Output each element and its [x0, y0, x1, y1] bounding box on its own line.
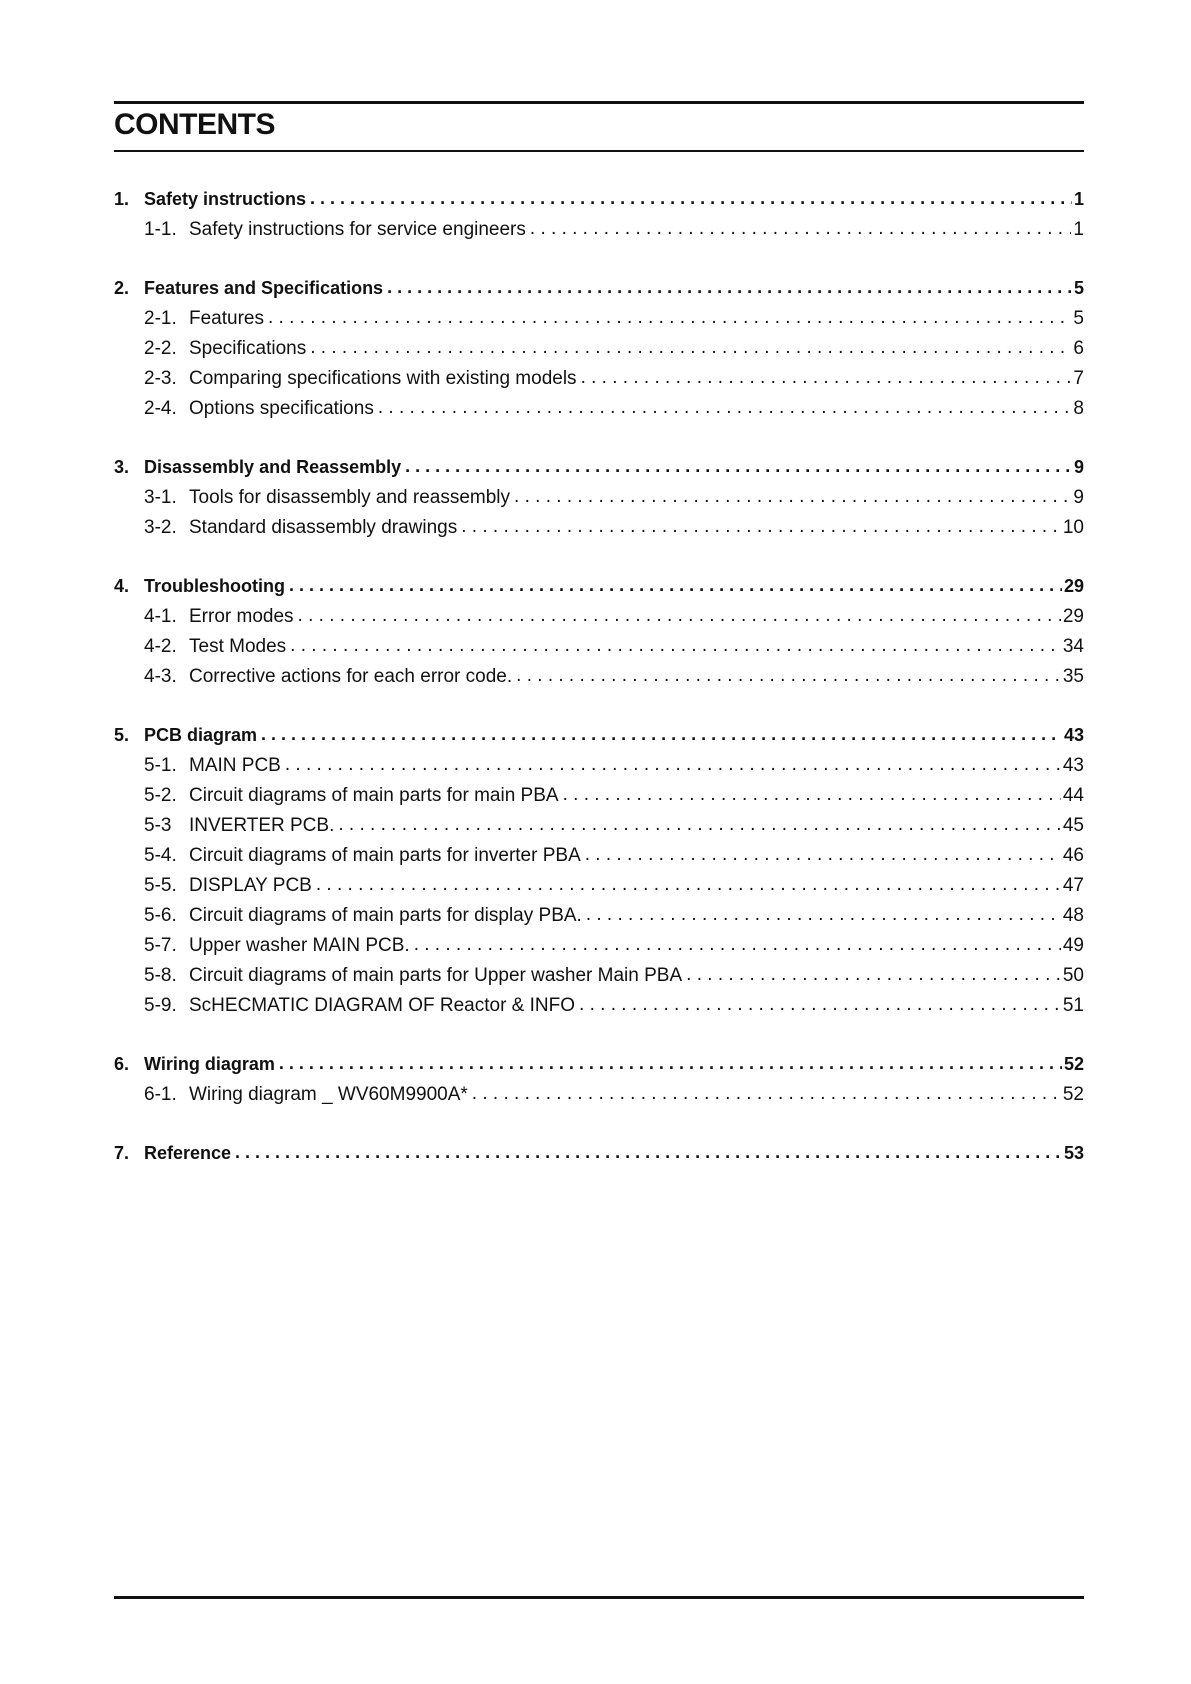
toc-page-number: 5	[1073, 278, 1084, 298]
toc-subsection-number: 5-8.	[144, 965, 177, 986]
toc-dot-leader	[586, 904, 1061, 926]
toc-chapter-number: 1.	[114, 189, 130, 209]
toc-page-number: 43	[1063, 725, 1084, 745]
toc-chapter-title: Safety instructions	[144, 189, 307, 209]
toc-dot-leader	[461, 516, 1061, 538]
toc-dot-leader	[530, 218, 1072, 240]
toc-section	[114, 278, 1084, 428]
table-of-contents	[114, 189, 1084, 1202]
toc-subsection-title: Specifications	[189, 338, 307, 359]
toc-subsection-title: Upper washer MAIN PCB.	[189, 935, 410, 956]
toc-chapter-number: 3.	[114, 457, 130, 477]
toc-chapter-title: Features and Specifications	[144, 278, 384, 298]
toc-page-number: 34	[1062, 636, 1084, 657]
toc-subsection-title: Wiring diagram _ WV60M9900A*	[189, 1084, 468, 1105]
toc-page-number: 53	[1063, 1143, 1084, 1163]
toc-entry-subsection[interactable]	[114, 338, 1084, 368]
toc-subsection-title: MAIN PCB	[189, 755, 281, 776]
toc-subsection-title: DISPLAY PCB	[189, 875, 312, 896]
toc-chapter-number: 7.	[114, 1143, 130, 1163]
toc-dot-leader	[316, 874, 1061, 896]
toc-page-number: 5	[1073, 308, 1084, 329]
toc-subsection-number: 5-2.	[144, 785, 177, 806]
toc-subsection-number: 2-1.	[144, 308, 177, 329]
toc-subsection-number: 5-6.	[144, 905, 177, 926]
toc-subsection-number: 5-4.	[144, 845, 177, 866]
toc-chapter-number: 4.	[114, 576, 130, 596]
toc-section	[114, 189, 1084, 249]
toc-subsection-title: Circuit diagrams of main parts for display PBA.	[189, 905, 582, 926]
toc-subsection-title: Features	[189, 308, 264, 329]
toc-page-number: 52	[1062, 1084, 1084, 1105]
toc-dot-leader	[414, 934, 1061, 956]
toc-subsection-number: 5-9.	[144, 995, 177, 1016]
toc-entry-subsection[interactable]	[114, 995, 1084, 1025]
toc-page-number: 9	[1073, 487, 1084, 508]
toc-dot-leader	[298, 605, 1061, 627]
toc-subsection-title: Options specifications	[189, 398, 374, 419]
toc-dot-leader	[235, 1142, 1062, 1163]
toc-page-number: 7	[1073, 368, 1084, 389]
toc-dot-leader	[290, 635, 1061, 657]
toc-page-number: 45	[1062, 815, 1084, 836]
toc-subsection-title: INVERTER PCB.	[189, 815, 335, 836]
toc-dot-leader	[310, 188, 1072, 209]
title-underline-rule	[114, 150, 1084, 152]
toc-entry-subsection[interactable]	[114, 487, 1084, 517]
toc-subsection-number: 6-1.	[144, 1084, 177, 1105]
toc-subsection-title: Safety instructions for service engineers	[189, 219, 526, 240]
toc-dot-leader	[310, 337, 1071, 359]
toc-subsection-title: Circuit diagrams of main parts for inverter PBA	[189, 845, 581, 866]
toc-entry-chapter[interactable]	[114, 278, 1084, 308]
toc-page-number: 9	[1073, 457, 1084, 477]
toc-page-number: 46	[1062, 845, 1084, 866]
toc-subsection-number: 2-3.	[144, 368, 177, 389]
toc-subsection-title: Error modes	[189, 606, 294, 627]
toc-entry-subsection[interactable]	[114, 815, 1084, 845]
toc-page-number: 44	[1062, 785, 1084, 806]
toc-entry-chapter[interactable]	[114, 1143, 1084, 1173]
toc-entry-subsection[interactable]	[114, 845, 1084, 875]
toc-dot-leader	[686, 964, 1061, 986]
toc-page-number: 10	[1062, 517, 1084, 538]
toc-subsection-number: 4-1.	[144, 606, 177, 627]
toc-subsection-number: 5-1.	[144, 755, 177, 776]
page-title: CONTENTS	[114, 108, 275, 141]
toc-entry-chapter[interactable]	[114, 457, 1084, 487]
toc-dot-leader	[268, 307, 1071, 329]
toc-entry-subsection[interactable]	[114, 308, 1084, 338]
toc-section	[114, 576, 1084, 696]
toc-chapter-title: Troubleshooting	[144, 576, 285, 596]
toc-entry-chapter[interactable]	[114, 725, 1084, 755]
toc-subsection-number: 5-7.	[144, 935, 177, 956]
toc-entry-chapter[interactable]	[114, 189, 1084, 219]
toc-page-number: 51	[1062, 995, 1084, 1016]
toc-page-number: 6	[1073, 338, 1084, 359]
toc-subsection-number: 3-1.	[144, 487, 177, 508]
toc-chapter-number: 5.	[114, 725, 130, 745]
toc-chapter-title: Disassembly and Reassembly	[144, 457, 402, 477]
toc-entry-subsection[interactable]	[114, 666, 1084, 696]
toc-page-number: 35	[1062, 666, 1084, 687]
toc-subsection-title: Tools for disassembly and reassembly	[189, 487, 511, 508]
toc-dot-leader	[338, 814, 1061, 836]
toc-dot-leader	[581, 367, 1072, 389]
toc-entry-subsection[interactable]	[114, 636, 1084, 666]
toc-entry-subsection[interactable]	[114, 1084, 1084, 1114]
toc-page-number: 1	[1073, 189, 1084, 209]
toc-entry-subsection[interactable]	[114, 935, 1084, 965]
toc-subsection-title: Test Modes	[189, 636, 287, 657]
toc-page-number: 8	[1073, 398, 1084, 419]
toc-chapter-title: PCB diagram	[144, 725, 258, 745]
toc-chapter-number: 2.	[114, 278, 130, 298]
toc-subsection-title: Standard disassembly drawings	[189, 517, 458, 538]
toc-dot-leader	[261, 724, 1062, 745]
toc-subsection-title: Circuit diagrams of main parts for main PBA	[189, 785, 559, 806]
toc-section	[114, 725, 1084, 1025]
toc-section	[114, 457, 1084, 547]
toc-subsection-title: Comparing specifications with existing models	[189, 368, 577, 389]
toc-subsection-number: 2-4.	[144, 398, 177, 419]
toc-page-number: 47	[1062, 875, 1084, 896]
toc-entry-chapter[interactable]	[114, 1054, 1084, 1084]
toc-subsection-number: 3-2.	[144, 517, 177, 538]
toc-entry-subsection[interactable]	[114, 398, 1084, 428]
toc-dot-leader	[285, 754, 1061, 776]
toc-page-number: 29	[1062, 606, 1084, 627]
toc-dot-leader	[405, 456, 1072, 477]
toc-page-number: 52	[1063, 1054, 1084, 1074]
toc-subsection-number: 5-3	[144, 815, 172, 836]
toc-dot-leader	[289, 575, 1062, 596]
toc-dot-leader	[472, 1083, 1061, 1105]
toc-entry-subsection[interactable]	[114, 755, 1084, 785]
toc-entry-subsection[interactable]	[114, 875, 1084, 905]
toc-dot-leader	[514, 486, 1071, 508]
toc-entry-subsection[interactable]	[114, 965, 1084, 995]
toc-subsection-title: Circuit diagrams of main parts for Upper washer Main PBA	[189, 965, 683, 986]
toc-entry-chapter[interactable]	[114, 576, 1084, 606]
toc-dot-leader	[585, 844, 1061, 866]
toc-section	[114, 1054, 1084, 1114]
toc-page-number: 43	[1062, 755, 1084, 776]
toc-dot-leader	[279, 1053, 1062, 1074]
toc-subsection-number: 5-5.	[144, 875, 177, 896]
toc-entry-subsection[interactable]	[114, 905, 1084, 935]
toc-entry-subsection[interactable]	[114, 219, 1084, 249]
toc-entry-subsection[interactable]	[114, 606, 1084, 636]
toc-entry-subsection[interactable]	[114, 517, 1084, 547]
toc-section	[114, 1143, 1084, 1173]
toc-page-number: 29	[1063, 576, 1084, 596]
toc-subsection-number: 1-1.	[144, 219, 177, 240]
toc-subsection-number: 2-2.	[144, 338, 177, 359]
toc-dot-leader	[579, 994, 1061, 1016]
toc-dot-leader	[387, 277, 1072, 298]
toc-subsection-title: Corrective actions for each error code.	[189, 666, 513, 687]
toc-chapter-number: 6.	[114, 1054, 130, 1074]
toc-page-number: 49	[1062, 935, 1084, 956]
toc-dot-leader	[378, 397, 1072, 419]
toc-page-number: 1	[1073, 219, 1084, 240]
toc-chapter-title: Reference	[144, 1143, 232, 1163]
toc-entry-subsection[interactable]	[114, 785, 1084, 815]
toc-subsection-number: 4-3.	[144, 666, 177, 687]
bottom-rule	[114, 1596, 1084, 1599]
toc-dot-leader	[563, 784, 1061, 806]
toc-page-number: 48	[1062, 905, 1084, 926]
toc-subsection-number: 4-2.	[144, 636, 177, 657]
toc-entry-subsection[interactable]	[114, 368, 1084, 398]
toc-chapter-title: Wiring diagram	[144, 1054, 275, 1074]
top-rule	[114, 101, 1084, 104]
toc-page-number: 50	[1062, 965, 1084, 986]
toc-dot-leader	[516, 665, 1061, 687]
toc-subsection-title: ScHECMATIC DIAGRAM OF Reactor & INFO	[189, 995, 576, 1016]
